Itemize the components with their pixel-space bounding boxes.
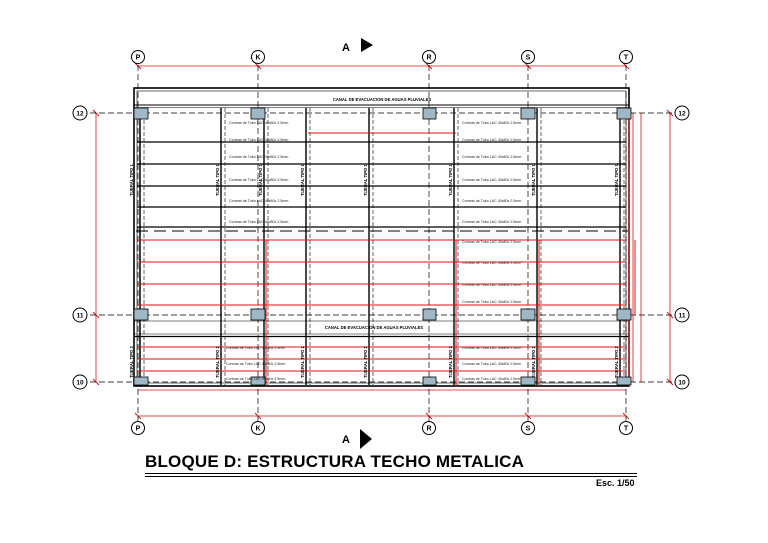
purlin-label: Correas de Tubo LAC 40x80x 2.5mm <box>462 283 522 287</box>
truss-label: TIJERAL TIPO 2 <box>531 346 536 378</box>
truss-label: TIJERAL TIPO 1 <box>129 164 134 196</box>
truss-label: TIJERAL TIPO 3 <box>129 346 134 378</box>
section-marker-bottom <box>342 429 372 449</box>
grid-bubble-r-bottom <box>423 422 436 435</box>
purlin-labels <box>226 121 521 381</box>
grid-bubble-p-top <box>132 51 145 64</box>
purlin-label: Correas de Tubo LAC 40x80x 2.5mm <box>462 362 522 366</box>
gutter-label-top: CANAL DE EVACUACION DE AGUAS PLUVIALES <box>332 97 432 102</box>
truss-label: TIJERAL TIPO 2 <box>363 346 368 378</box>
grid-bubble-10-right <box>675 375 689 389</box>
truss-label: TIJERAL TIPO 1 <box>531 164 536 196</box>
dimension-lines <box>93 63 673 419</box>
grid-bubble-11-right <box>675 308 689 322</box>
purlin-label: Correas de Tubo LAC 40x80x 2.5mm <box>229 155 289 159</box>
svg-text:R: R <box>426 54 432 62</box>
columns <box>134 108 631 385</box>
grid-bubble-10-left <box>73 375 87 389</box>
svg-text:K: K <box>255 425 261 433</box>
section-marker-top <box>342 38 373 54</box>
purlin-label: Correas de Tubo LAC 40x80x 2.5mm <box>226 377 286 381</box>
trusses <box>140 108 624 385</box>
svg-text:A: A <box>342 42 350 54</box>
truss-label: TIJERAL TIPO 1 <box>614 164 619 196</box>
purlin-label: Correas de Tubo LAC 40x80x 2.5mm <box>462 178 522 182</box>
grid-bubble-s-bottom <box>522 422 535 435</box>
svg-text:K: K <box>255 54 261 62</box>
svg-text:P: P <box>135 425 141 433</box>
purlin-label: Correas de Tubo LAC 40x80x 2.5mm <box>462 121 522 125</box>
svg-text:S: S <box>525 54 531 62</box>
svg-text:12: 12 <box>76 110 84 118</box>
svg-text:11: 11 <box>76 312 84 320</box>
truss-labels <box>129 164 619 378</box>
purlin-label: Correas de Tubo LAC 40x80x 2.5mm <box>229 121 289 125</box>
title-underline-1 <box>145 473 637 474</box>
truss-label: TIJERAL TIPO 1 <box>300 164 305 196</box>
truss-label: TIJERAL TIPO 1 <box>215 164 220 196</box>
grid-axis-lines <box>90 65 676 422</box>
purlin-label: Correas de Tubo LAC 40x80x 2.5mm <box>462 346 522 350</box>
purlin-label: Correas de Tubo LAC 40x80x 2.5mm <box>462 300 522 304</box>
purlin-label: Correas de Tubo LAC 40x80x 2.5mm <box>462 220 522 224</box>
svg-text:10: 10 <box>76 379 84 387</box>
grid-bubble-t-top <box>620 51 633 64</box>
grid-bubble-p-bottom <box>132 422 145 435</box>
column-bubbles-bottom <box>132 422 633 435</box>
purlin-label: Correas de Tubo LAC 40x80x 2.5mm <box>462 377 522 381</box>
svg-text:T: T <box>623 54 629 62</box>
purlin-label: Correas de Tubo LAC 40x80x 2.5mm <box>462 261 522 265</box>
purlin-label: Correas de Tubo LAC 40x80x 2.5mm <box>229 138 289 142</box>
svg-text:A: A <box>342 434 350 446</box>
truss-label: TIJERAL TIPO 2 <box>448 346 453 378</box>
purlin-label: Correas de Tubo LAC 40x80x 2.5mm <box>462 155 522 159</box>
truss-label: TIJERAL TIPO 2 <box>614 346 619 378</box>
purlins-red <box>137 110 635 386</box>
purlin-label: Correas de Tubo LAC 40x80x 2.5mm <box>229 220 289 224</box>
purlins-black <box>137 142 626 227</box>
svg-text:S: S <box>525 425 531 433</box>
truss-label: TIJERAL TIPO 2 <box>215 346 220 378</box>
purlin-label: Correas de Tubo LAC 40x80x 2.5mm <box>226 346 286 350</box>
truss-label: TIJERAL TIPO 1 <box>363 164 368 196</box>
grid-bubble-12-left <box>73 106 87 120</box>
truss-label: TIJERAL TIPO 2 <box>300 346 305 378</box>
purlin-label: Correas de Tubo LAC 40x80x 2.5mm <box>229 199 289 203</box>
purlin-label: Correas de Tubo LAC 40x80x 2.5mm <box>229 178 289 182</box>
title-underline-2 <box>145 476 637 477</box>
svg-text:11: 11 <box>678 312 686 320</box>
grid-bubble-11-left <box>73 308 87 322</box>
grid-bubble-t-bottom <box>620 422 633 435</box>
svg-text:12: 12 <box>678 110 686 118</box>
column-bubbles-top <box>132 51 633 64</box>
grid-bubble-k-top <box>252 51 265 64</box>
truss-label: TIJERAL TIPO 1 <box>258 164 263 196</box>
truss-label: TIJERAL TIPO 1 <box>448 164 453 196</box>
svg-text:T: T <box>623 425 629 433</box>
drawing-scale: Esc. 1/50 <box>596 478 635 488</box>
purlin-label: Correas de Tubo LAC 40x80x 2.5mm <box>462 199 522 203</box>
purlin-label: Correas de Tubo LAC 40x80x 2.5mm <box>462 138 522 142</box>
svg-text:R: R <box>426 425 432 433</box>
grid-bubble-r-top <box>423 51 436 64</box>
gutter-label-mid: CANAL DE EVACUACION DE AGUAS PLUVIALES <box>324 325 424 330</box>
grid-bubble-12-right <box>675 106 689 120</box>
purlin-label: Correas de Tubo LAC 40x80x 2.5mm <box>226 362 286 366</box>
grid-bubble-k-bottom <box>252 422 265 435</box>
purlin-label: Correas de Tubo LAC 40x80x 2.5mm <box>462 240 522 244</box>
drawing-title: BLOQUE D: ESTRUCTURA TECHO METALICA <box>145 452 525 471</box>
grid-bubble-s-top <box>522 51 535 64</box>
svg-text:P: P <box>135 54 141 62</box>
svg-text:10: 10 <box>678 379 686 387</box>
